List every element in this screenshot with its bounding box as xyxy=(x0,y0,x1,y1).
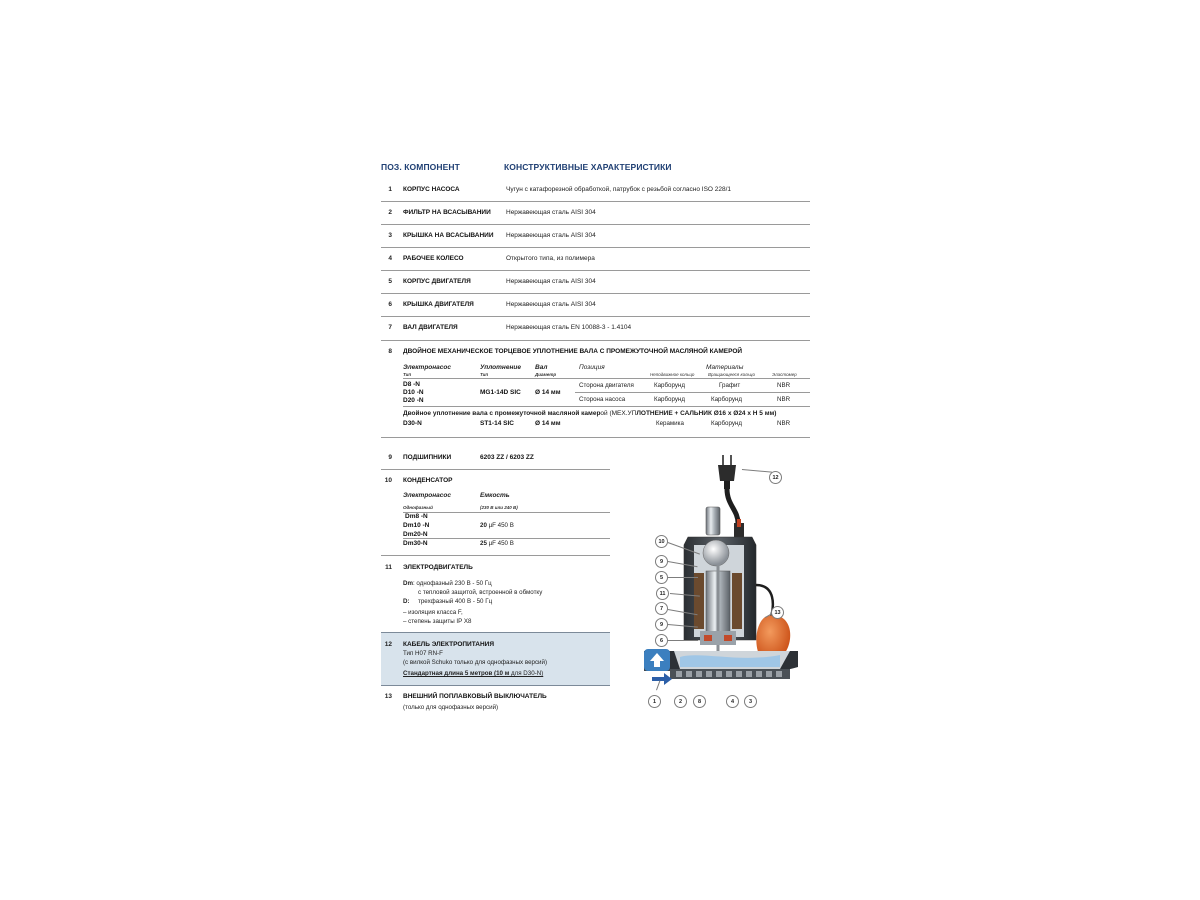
row-label: КОРПУС ДВИГАТЕЛЯ xyxy=(403,278,471,285)
row-value: Открытого типа, из полимера xyxy=(506,255,595,262)
row-label: КОРПУС НАСОСА xyxy=(403,186,460,193)
seal-model: D10 -N xyxy=(403,389,424,396)
seal-position-2: Сторона насоса xyxy=(579,396,626,403)
row-label: ВНЕШНИЙ ПОПЛАВКОВЫЙ ВЫКЛЮЧАТЕЛЬ xyxy=(403,693,547,700)
callout-marker-11: 11 xyxy=(656,587,669,600)
divider xyxy=(381,316,810,317)
row-label: ФИЛЬТР НА ВСАСЫВАНИИ xyxy=(403,209,491,216)
row-label: ЭЛЕКТРОДВИГАТЕЛЬ xyxy=(403,564,473,571)
callout-marker-1: 1 xyxy=(648,695,661,708)
divider xyxy=(381,201,810,202)
divider xyxy=(403,512,610,513)
divider xyxy=(381,224,810,225)
motor-dm-text: : однофазный 230 В - 50 Гц xyxy=(412,580,492,587)
capacitor-sub-capacity: (230 В или 240 В) xyxy=(480,505,518,510)
seal-header-pump-sub: Тип xyxy=(403,372,412,377)
motor-d-text: трехфазный 400 В - 50 Гц xyxy=(418,598,493,605)
divider xyxy=(403,538,610,539)
cable-line-3-bold: Стандартная длина 5 метров (10 м xyxy=(403,670,512,677)
seal-header-pump: Электронасос xyxy=(403,364,452,371)
divider xyxy=(381,293,810,294)
seal-material-rotating-2: Карборунд xyxy=(711,396,742,403)
callout-marker-9b: 9 xyxy=(655,618,668,631)
motor-dm xyxy=(403,580,492,587)
divider xyxy=(381,247,810,248)
seal-header-shaft-sub: Диаметр xyxy=(535,372,557,377)
row-label: ВАЛ ДВИГАТЕЛЯ xyxy=(403,324,458,331)
leader-line xyxy=(668,640,698,641)
cable-line-3-normal: для D30-N) xyxy=(511,670,544,677)
divider xyxy=(381,555,610,556)
row-number: 6 xyxy=(388,301,392,308)
capacitor-value-2-unit: µF 450 В xyxy=(486,540,514,547)
callout-marker-2: 2 xyxy=(674,695,687,708)
seal-model: D20 -N xyxy=(403,397,424,404)
seal-material-elastomer-1: NBR xyxy=(777,382,791,389)
seal-position-1: Сторона двигателя xyxy=(579,382,634,389)
row-value: Нержавеющая сталь AISI 304 xyxy=(506,301,596,308)
row-value: Нержавеющая сталь EN 10088-3 - 1.4104 xyxy=(506,324,632,331)
seal-header-position: Позиция xyxy=(579,364,605,371)
callout-marker-12: 12 xyxy=(769,471,782,484)
motor-bullet-1: – изоляция класса F, xyxy=(403,609,463,616)
divider xyxy=(381,469,610,470)
row-number: 1 xyxy=(388,186,392,193)
row-number: 2 xyxy=(388,209,392,216)
capacitor-header-pump: Электронасос xyxy=(403,492,452,499)
seal-material-fixed-2: Карборунд xyxy=(654,396,685,403)
seal-header-mat-rotating: Вращающееся кольцо xyxy=(708,372,755,377)
capacitor-sub-pump: Однофазный xyxy=(403,505,433,510)
seal-model: D8 -N xyxy=(403,381,420,388)
cable-line-2: (с вилкой Schuko только для однофазных версий) xyxy=(403,659,548,666)
row-number: 4 xyxy=(388,255,392,262)
callout-marker-13: 13 xyxy=(771,606,784,619)
row-value: Нержавеющая сталь AISI 304 xyxy=(506,232,596,239)
capacitor-model: Dm20-N xyxy=(403,531,428,538)
seal-shaft: Ø 14 мм xyxy=(535,389,561,396)
callout-marker-8: 8 xyxy=(693,695,706,708)
seal-header-seal-sub: Тип xyxy=(480,372,489,377)
row-number: 3 xyxy=(388,232,392,239)
seal-note-bold: Двойное уплотнение вала с промежуточной масляной камер xyxy=(403,410,601,417)
column-header-position: ПОЗ. КОМПОНЕНТ xyxy=(381,162,460,172)
row-number: 10 xyxy=(384,477,392,484)
seal-note-normal2: УП xyxy=(627,410,637,417)
row-number: 12 xyxy=(384,641,392,648)
seal-type: MG1-14D SIC xyxy=(480,389,521,396)
motor-dm-bold: Dm xyxy=(403,580,413,587)
callout-marker-6: 6 xyxy=(655,634,668,647)
seal-d30-material-2: Карборунд xyxy=(711,420,742,427)
seal-d30-model: D30-N xyxy=(403,420,422,427)
seal-header-materials: Материалы xyxy=(706,364,744,371)
capacitor-model: Dm30-N xyxy=(403,540,428,547)
capacitor-header-capacity: Емкость xyxy=(480,492,510,499)
seal-note xyxy=(403,410,776,417)
capacitor-value-1-bold: 20 xyxy=(480,522,487,529)
capacitor-value-1 xyxy=(480,522,514,529)
seal-material-rotating-1: Графит xyxy=(719,382,741,389)
motor-bullet-2: – степень защиты IP X8 xyxy=(403,618,472,625)
row-label: КАБЕЛЬ ЭЛЕКТРОПИТАНИЯ xyxy=(403,641,495,648)
row-value: Нержавеющая сталь AISI 304 xyxy=(506,209,596,216)
row-value: Нержавеющая сталь AISI 304 xyxy=(506,278,596,285)
row-label: КОНДЕНСАТОР xyxy=(403,477,453,484)
float-switch-line-1: (только для однофазных версий) xyxy=(403,704,499,711)
seal-d30-material-3: NBR xyxy=(777,420,791,427)
capacitor-value-2-bold: 25 xyxy=(480,540,487,547)
seal-header-mat-fixed: Неподвижное кольцо xyxy=(650,372,695,377)
row-value: 6203 ZZ / 6203 ZZ xyxy=(480,454,534,461)
divider xyxy=(403,378,810,379)
capacitor-model: Dm10 -N xyxy=(403,522,430,529)
seal-note-normal: ой (МЕХ. xyxy=(600,410,628,417)
cable-line-3 xyxy=(403,670,543,677)
column-header-characteristics: КОНСТРУКТИВНЫЕ ХАРАКТЕРИСТИКИ xyxy=(504,162,672,172)
row-number: 5 xyxy=(388,278,392,285)
callout-marker-7: 7 xyxy=(655,602,668,615)
divider xyxy=(403,406,810,407)
motor-dm-text2: с тепловой защитой, встроенной в обмотку xyxy=(418,589,543,596)
capacitor-model: Dm8 -N xyxy=(405,513,428,520)
row-label: КРЫШКА ДВИГАТЕЛЯ xyxy=(403,301,474,308)
row-label: РАБОЧЕЕ КОЛЕСО xyxy=(403,255,464,262)
seal-d30-type: ST1-14 SIC xyxy=(480,420,514,427)
callout-marker-4: 4 xyxy=(726,695,739,708)
divider xyxy=(381,270,810,271)
cable-line-1: Тип H07 RN-F xyxy=(403,650,443,657)
seal-header-shaft: Вал xyxy=(535,364,548,371)
row-number: 7 xyxy=(388,324,392,331)
seal-material-elastomer-2: NBR xyxy=(777,396,791,403)
leader-line xyxy=(668,577,698,578)
divider xyxy=(381,685,610,686)
capacitor-value-2 xyxy=(480,540,514,547)
row-number: 8 xyxy=(388,348,392,355)
seal-note-bold2: ЛОТНЕНИЕ + САЛЬНИК Ø16 x Ø24 x H 5 мм) xyxy=(636,410,777,417)
divider xyxy=(381,632,610,633)
seal-header-seal: Уплотнение xyxy=(480,364,521,371)
callout-marker-10: 10 xyxy=(655,535,668,548)
callout-marker-5: 5 xyxy=(655,571,668,584)
row-value: Чугун с катафорезной обработкой, патрубок с резьбой согласно ISO 228/1 xyxy=(506,186,732,193)
seal-d30-shaft: Ø 14 мм xyxy=(535,420,561,427)
callout-marker-9: 9 xyxy=(655,555,668,568)
seal-header-mat-elastomer: Эластомер xyxy=(772,372,797,377)
callout-marker-3: 3 xyxy=(744,695,757,708)
row-number: 13 xyxy=(384,693,392,700)
row-number: 11 xyxy=(385,564,392,571)
seal-d30-material-1: Керамика xyxy=(656,420,684,427)
row-number: 9 xyxy=(388,454,392,461)
divider xyxy=(381,437,810,438)
row-label: КРЫШКА НА ВСАСЫВАНИИ xyxy=(403,232,494,239)
seal-title: ДВОЙНОЕ МЕХАНИЧЕСКОЕ ТОРЦЕВОЕ УПЛОТНЕНИЕ ВАЛА С ПРОМЕЖУТОЧНОЙ МАСЛЯНОЙ КАМЕРОЙ xyxy=(403,348,743,355)
seal-material-fixed-1: Карборунд xyxy=(654,382,685,389)
row-label: ПОДШИПНИКИ xyxy=(403,454,452,461)
divider xyxy=(381,340,810,341)
motor-d-bold: D: xyxy=(403,598,410,605)
capacitor-value-1-unit: µF 450 В xyxy=(486,522,514,529)
divider xyxy=(575,392,810,393)
